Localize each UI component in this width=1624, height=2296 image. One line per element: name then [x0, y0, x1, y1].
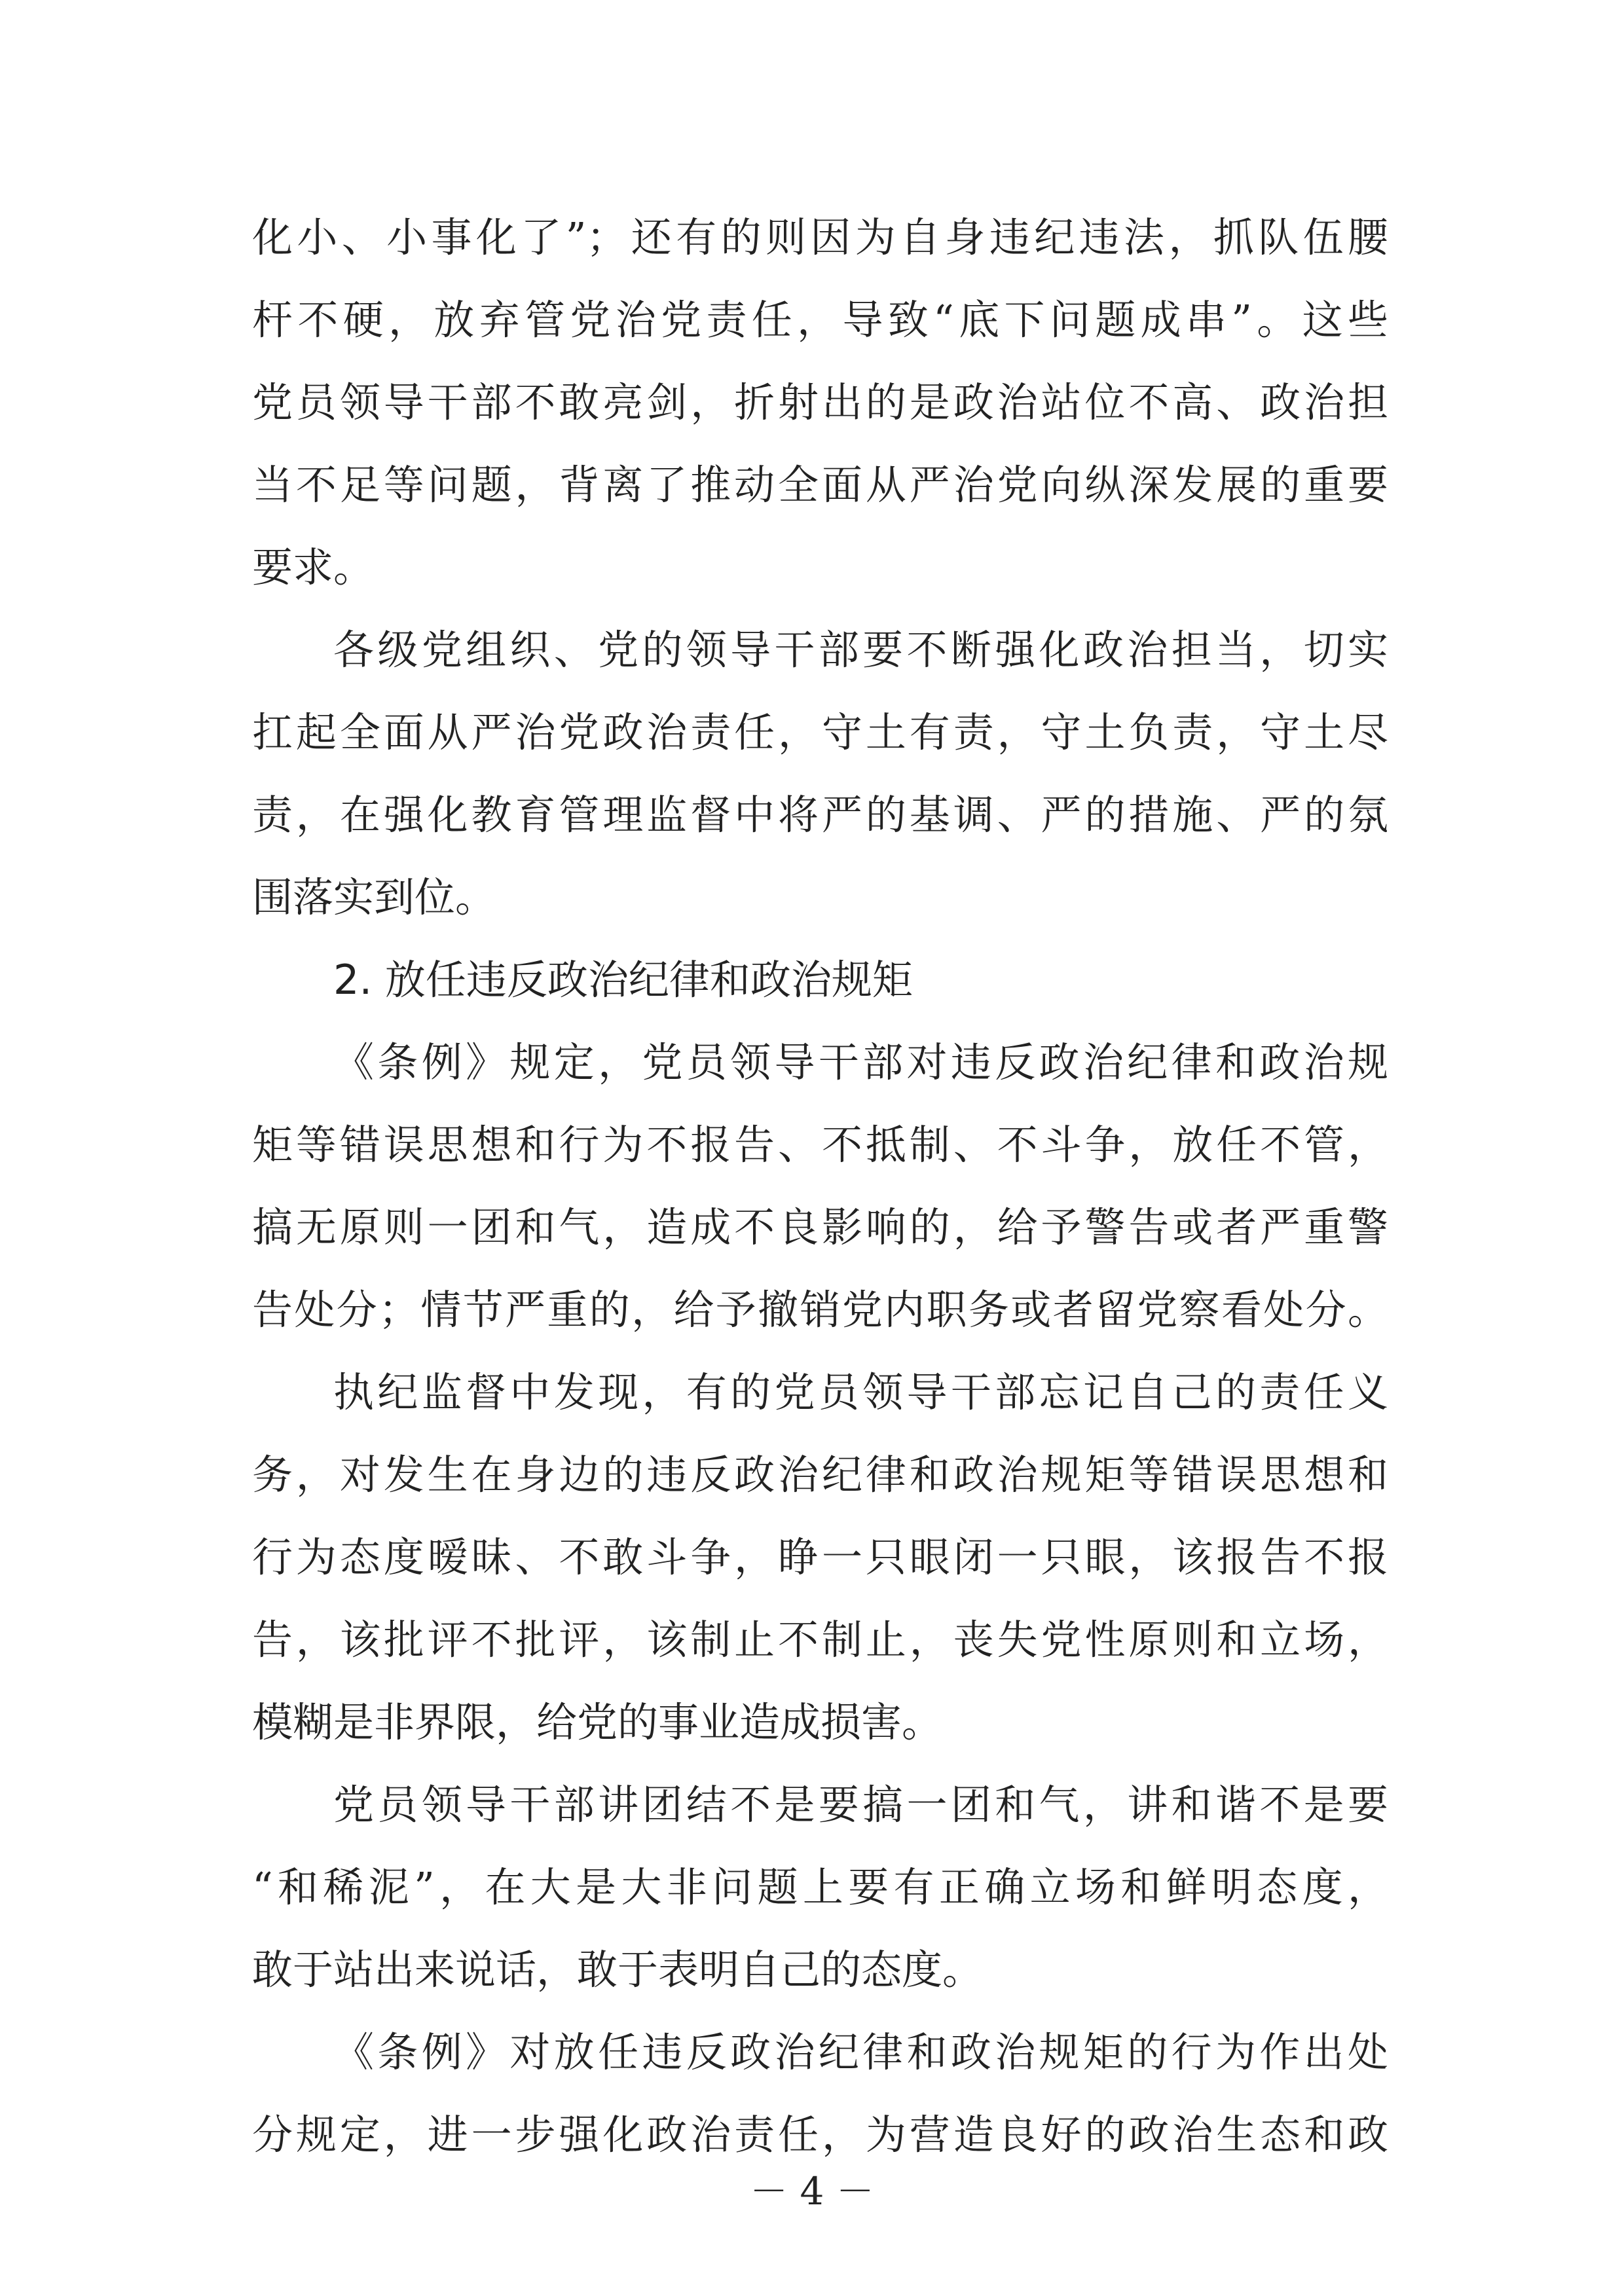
- text-line: 责，在强化教育管理监督中将严的基调、严的措施、严的氛: [252, 791, 1388, 839]
- text-line: 《条例》规定，党员领导干部对违反政治纪律和政治规: [333, 1038, 1388, 1086]
- text-line: 围落实到位。: [252, 873, 496, 921]
- paragraph: [252, 2011, 1388, 2176]
- text-line: “和稀泥”，在大是大非问题上要有正确立场和鲜明态度，: [252, 1863, 1388, 1911]
- paragraph: [252, 1021, 1388, 1351]
- page-number: － 4 －: [750, 2169, 874, 2214]
- text-line: 搞无原则一团和气，造成不良影响的，给予警告或者严重警: [252, 1203, 1388, 1251]
- text-line: 告，该批评不批评，该制止不制止，丧失党性原则和立场，: [252, 1616, 1388, 1664]
- text-line: 各级党组织、党的领导干部要不断强化政治担当，切实: [333, 626, 1388, 674]
- paragraph: [252, 1764, 1388, 2011]
- document-body: [252, 196, 1388, 2176]
- paragraph: [252, 196, 1388, 609]
- text-line: 执纪监督中发现，有的党员领导干部忘记自己的责任义: [333, 1368, 1388, 1416]
- text-line: 杆不硬，放弃管党治党责任，导致“底下问题成串”。这些: [252, 296, 1388, 344]
- text-line: 化小、小事化了”；还有的则因为自身违纪违法，抓队伍腰: [252, 213, 1388, 261]
- paragraph: [252, 609, 1388, 939]
- paragraph: [252, 1351, 1388, 1764]
- text-line: 敢于站出来说话，敢于表明自己的态度。: [252, 1946, 984, 1994]
- text-line: 《条例》对放任违反政治纪律和政治规矩的行为作出处: [333, 2028, 1388, 2076]
- text-line: 要求。: [252, 543, 375, 591]
- text-line: 告处分；情节严重的，给予撤销党内职务或者留党察看处分。: [252, 1286, 1388, 1334]
- text-line: 行为态度暧昧、不敢斗争，睁一只眼闭一只眼，该报告不报: [252, 1533, 1388, 1581]
- text-line: 党员领导干部不敢亮剑，折射出的是政治站位不高、政治担: [252, 378, 1388, 426]
- section-heading: 2. 放任违反政治纪律和政治规矩: [333, 956, 913, 1004]
- text-line: 扛起全面从严治党政治责任，守土有责，守土负责，守土尽: [252, 708, 1388, 756]
- text-line: 模糊是非界限，给党的事业造成损害。: [252, 1698, 943, 1746]
- text-line: 当不足等问题，背离了推动全面从严治党向纵深发展的重要: [252, 461, 1388, 509]
- text-line: 务，对发生在身边的违反政治纪律和政治规矩等错误思想和: [252, 1451, 1388, 1499]
- text-line: 党员领导干部讲团结不是要搞一团和气，讲和谐不是要: [333, 1781, 1388, 1829]
- text-line: 分规定，进一步强化政治责任，为营造良好的政治生态和政: [252, 2111, 1388, 2159]
- text-line: 矩等错误思想和行为不报告、不抵制、不斗争，放任不管，: [252, 1121, 1388, 1169]
